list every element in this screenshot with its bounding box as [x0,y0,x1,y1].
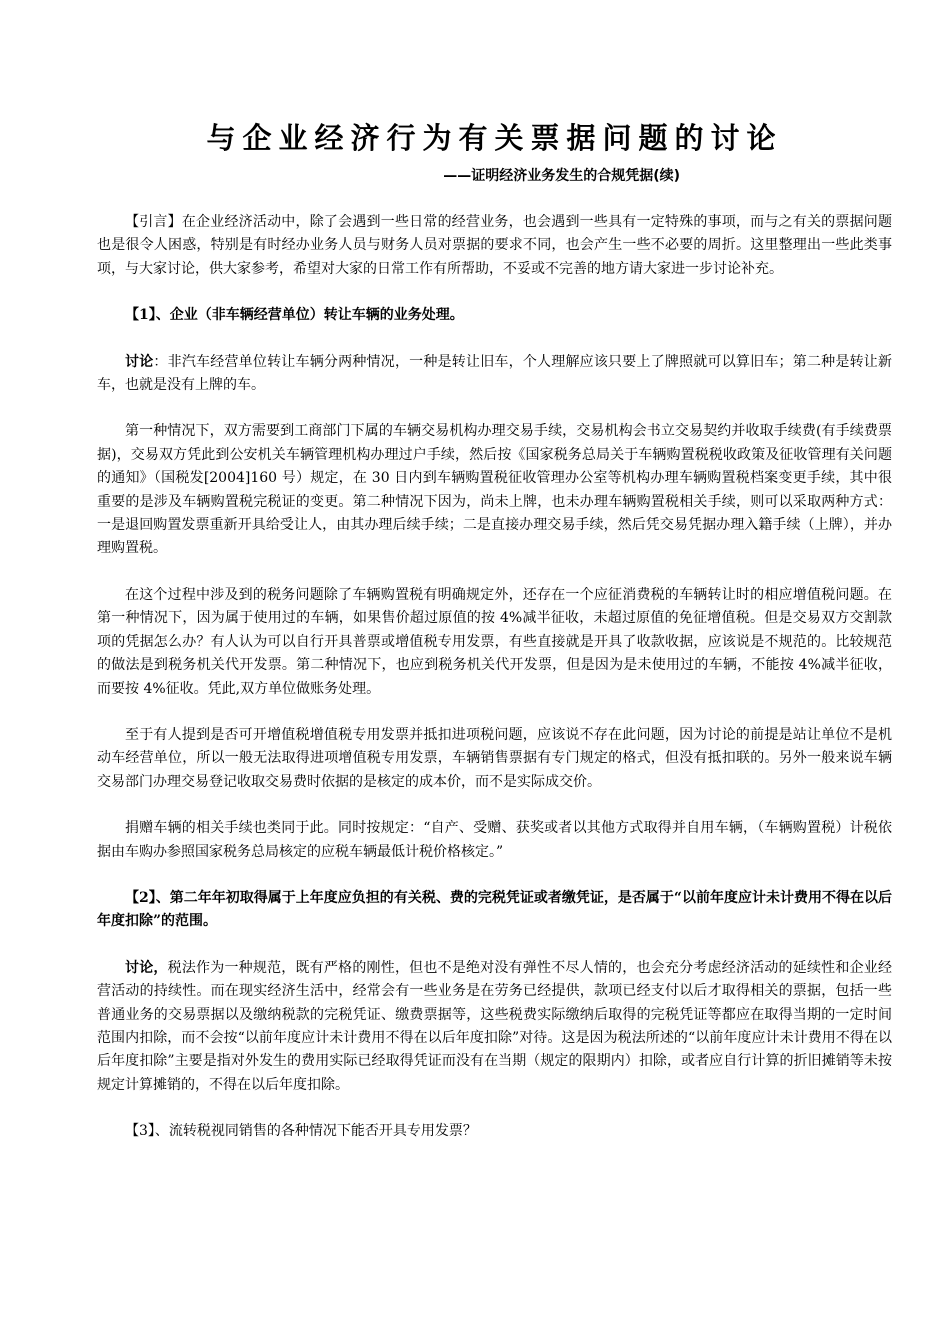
section-1-paragraph-5: 捐赠车辆的相关手续也类同于此。同时按规定：“自产、受赠、获奖或者以其他方式取得并自用车辆，（车辆购置税）计税依据由车购办参照国家税务总局核定的应税车辆最低计税价格核定。” [97,820,892,860]
intro-text: 在企业经济活动中，除了会遇到一些日常的经营业务，也会遇到一些具有一定特殊的事项，而与之有关的票据问题也是很令人困惑，特别是有时经办业务人员与财务人员对票据的要求不同，也会产生一些不必要的周折。这里整理出一些此类事项，与大家讨论，供大家参考，希望对大家的日常工作有所帮助，不妥或不完善的地方请大家进一步讨论补充。 [97,214,893,277]
section-1-paragraph-4: 至于有人提到是否可开增值税增值税专用发票并抵扣进项税问题，应该说不存在此问题，因为讨论的前提是站让单位不是机动车经营单位，所以一般无法取得进项增值税专用发票，车辆销售票据有专门规定的格式，但没有抵扣联的。另外一般来说车辆交易部门办理交易登记收取交易费时依据的是核定的成本价，而不是实际成交价。 [97,726,892,790]
document-page [97,118,892,1144]
section-2-discussion [97,957,892,1097]
section-1-discussion [97,351,892,398]
section-2-heading: 【2】、第二年年初取得属于上年度应负担的有关税、费的完税凭证或者缴凭证，是否属于“以前年度应计未计费用不得在以后年度扣除”的范围。 [97,889,892,930]
discussion-text: 税法作为一种规范，既有严格的刚性，但也不是绝对没有弹性不尽人情的，也会充分考虑经济活动的延续性和企业经营活动的持续性。而在现实经济生活中，经常会有一些业务是在劳务已经提供，款项已经支付以后才取得相关的票据，包括一些普通业务的交易票据以及缴纳税款的完税凭证、缴费票据等，这些税费实际缴纳后取得的完税凭证等都应在取得当期的一定时间范围内扣除，而不会按“以前年度应计未计费用不得在以后年度扣除”对待。这是因为税法所述的“以前年度应计未计费用不得在以后年度扣除”主要是指对外发生的费用实际已经取得凭证而没有在当期（规定的限期内）扣除，或者应自行计算的折旧摊销等未按规定计算摊销的，不得在以后年度扣除。 [97,959,892,1093]
intro-label: 【引言】 [125,214,182,230]
intro-paragraph [97,211,892,281]
document-subtitle: ——证明经济业务发生的合规凭据(续) [443,168,680,184]
section-1-paragraph-2: 第一种情况下，双方需要到工商部门下属的车辆交易机构办理交易手续，交易机构会书立交易契约并收取手续费(有手续费票据)，交易双方凭此到公安机关车辆管理机构办理过户手续，然后按《国家税务总局关于车辆购置税税收政策及征收管理有关问题的通知》（国税发[2004]160 号）规定，在 30 日内到车辆购置税征收管理办公室等机构办理车辆购置税档案变更手续，其中很重要的是涉及车辆购置税完税证的变更。第二种情况下因为，尚未上牌，也未办理车辆购置税相关手续，则可以采取两种方式：一是退回购置发票重新开具给受让人，由其办理后续手续；二是直接办理交易手续，然后凭交易凭据办理入籍手续（上牌），并办理购置税。 [97,423,892,557]
section-1-paragraph-3: 在这个过程中涉及到的税务问题除了车辆购置税有明确规定外，还存在一个应征消费税的车辆转让时的相应增值税问题。在第一种情况下，因为属于使用过的车辆，如果售价超过原值的按 4%减半征收，未超过原值的免征增值税。但是交易双方交割款项的凭据怎么办？有人认为可以自行开具普票或增值税专用发票，有些直接就是开具了收款收据，应该说是不规范的。比较规范的做法是到税务机关代开发票。第二种情况下，也应到税务机关代开发票，但是因为是未使用过的车辆，不能按 4%减半征收，而要按 4%征收。凭此,双方单位做账务处理。 [97,586,892,697]
section-3-heading: 【3】、流转税视同销售的各种情况下能否开具专用发票？ [125,1123,477,1140]
section-1-heading: 【1】、企业（非车辆经营单位）转让车辆的业务处理。 [125,307,464,324]
discussion-label: 讨论 [125,353,154,370]
discussion-label: 讨论， [125,959,168,976]
document-title: 与企业经济行为有关票据问题的讨论 [206,121,783,155]
discussion-text: ：非汽车经营单位转让车辆分两种情况，一种是转让旧车，个人理解应该只要上了牌照就可以算旧车；第二种是转让新车，也就是没有上牌的车。 [97,353,893,394]
